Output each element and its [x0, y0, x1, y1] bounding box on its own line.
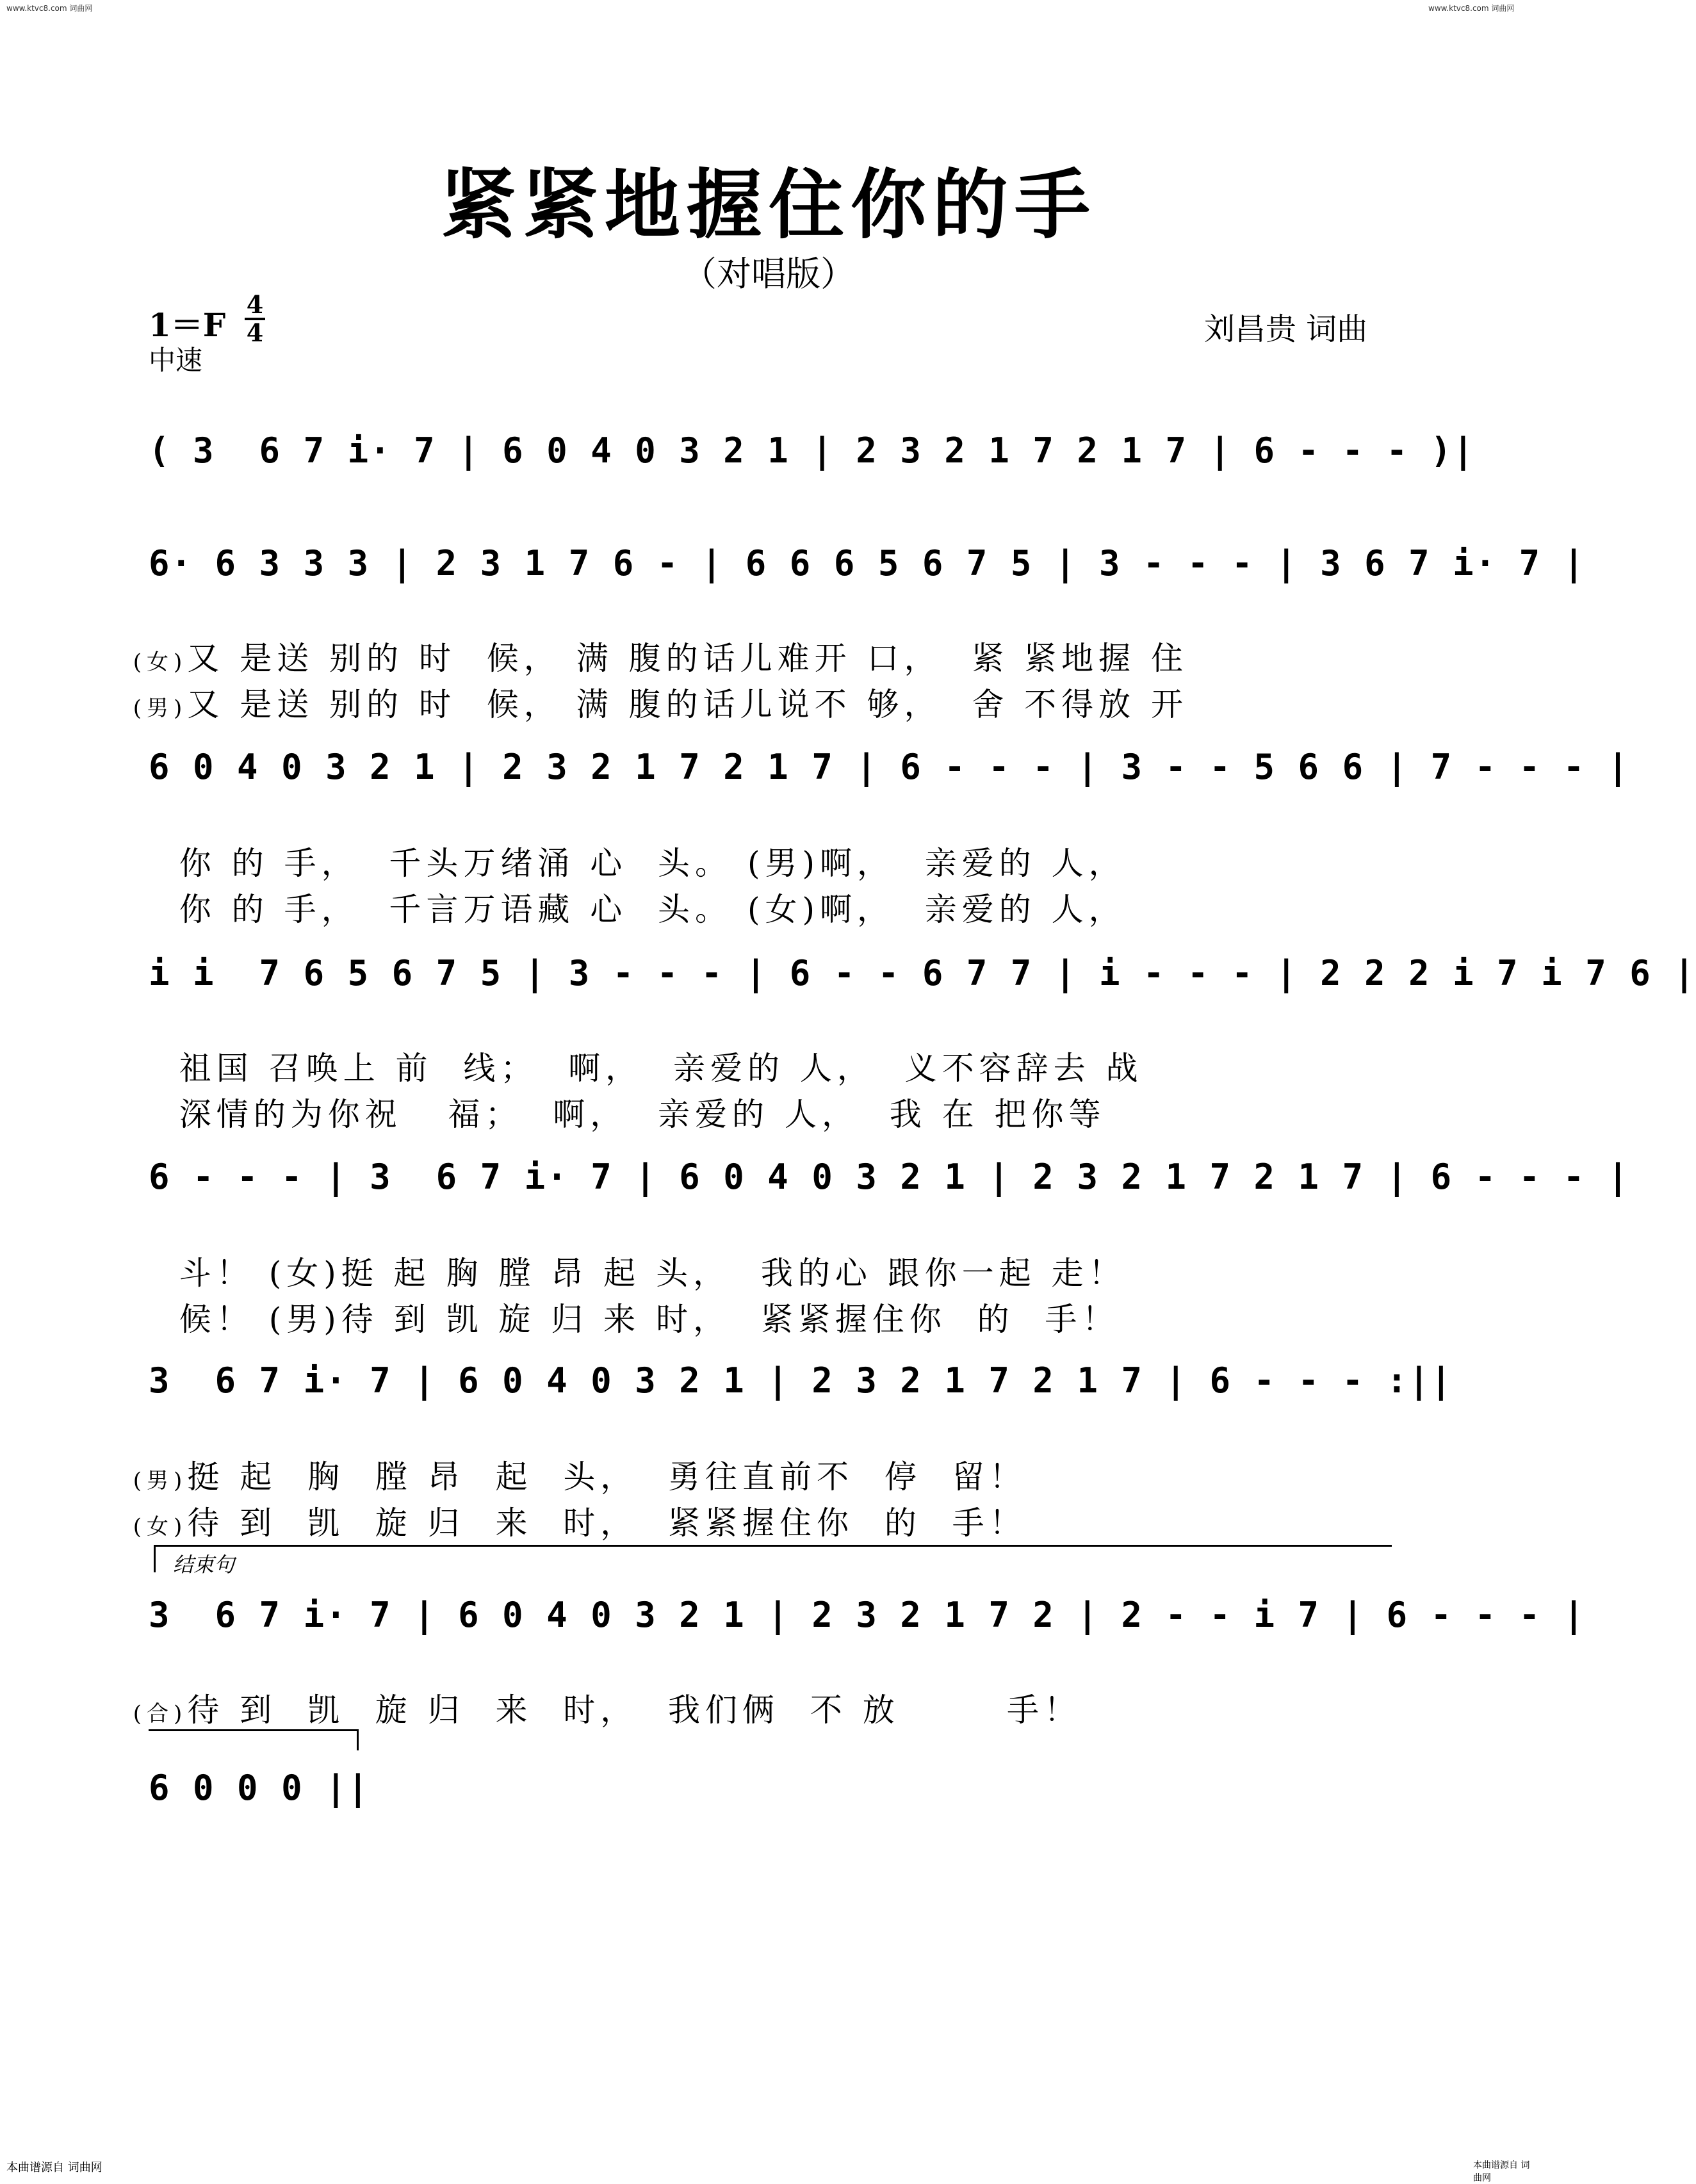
- lyric-line: [102, 642, 1345, 725]
- lyric-line: [149, 1052, 1391, 1135]
- singer-tag: (男): [133, 1468, 188, 1494]
- score-line-6: 3 6 7 i· 7 | 6 0 4 0 3 2 1 | 2 3 2 1 7 2 1 7 | 6 - - - :||: [149, 1360, 1453, 1401]
- score-line-1: ( 3 6 7 i· 7 | 6 0 4 0 3 2 1 | 2 3 2 1 7 2 1 7 | 6 - - - )|: [149, 430, 1475, 471]
- lyric-line: [102, 1647, 1345, 1731]
- footer-right-text: 本曲谱源自 词曲网: [1473, 2160, 1530, 2183]
- singer-tag: (合): [133, 1701, 188, 1727]
- ending-label: 结束句: [173, 1552, 235, 1577]
- lyric-text: 深情的为你祝 福； 啊， 亲爱的 人， 我 在 把你等: [179, 1096, 1106, 1133]
- lyric-line: [149, 1257, 1391, 1340]
- singer-tag: (女): [133, 1514, 188, 1540]
- score-line-2: 6· 6 3 3 3 | 2 3 1 7 6 - | 6 6 6 5 6 7 5 | 3 - - - | 3 6 7 i· 7 |: [149, 543, 1586, 583]
- lyric-text: 候！ (男)待 到 凯 旋 归 来 时， 紧紧握住你 的 手！: [179, 1301, 1120, 1338]
- lyric-line: [102, 1460, 1345, 1544]
- author-credit: 刘昌贵 词曲: [1204, 311, 1368, 347]
- key-signature: 1＝F: [149, 306, 226, 344]
- time-signature: [242, 292, 268, 346]
- score-line-7: 3 6 7 i· 7 | 6 0 4 0 3 2 1 | 2 3 2 1 7 2 | 2 - - i 7 | 6 - - - |: [149, 1595, 1586, 1635]
- footer-left-text: 本曲谱源自 词曲网: [6, 2161, 102, 2174]
- lyric-text: 你 的 手， 千头万绪涌 心 头。 (男)啊， 亲爱的 人，: [179, 845, 1126, 882]
- lyric-text: 待 到 凯 旋 归 来 时， 紧紧握住你 的 手！: [187, 1504, 1027, 1542]
- final-bracket: [149, 1729, 359, 1750]
- lyric-text: 斗！ (女)挺 起 胸 膛 昂 起 头， 我的心 跟你一起 走！: [179, 1255, 1126, 1292]
- song-title: 紧紧地握住你的手: [440, 160, 1097, 249]
- lyric-text: 又 是送 别的 时 候， 满 腹的话儿难开 口， 紧 紧地握 住: [187, 640, 1189, 677]
- lyric-text: 待 到 凯 旋 归 来 时， 我们俩 不 放 手！: [187, 1691, 1081, 1729]
- score-line-8: 6 0 0 0 ||: [149, 1768, 370, 1808]
- lyric-text: 祖国 召唤上 前 线； 啊， 亲爱的 人， 义不容辞去 战: [179, 1050, 1143, 1087]
- time-signature-top: 4: [246, 290, 264, 319]
- score-line-3: 6 0 4 0 3 2 1 | 2 3 2 1 7 2 1 7 | 6 - - - | 3 - - 5 6 6 | 7 - - - |: [149, 747, 1630, 787]
- time-signature-bottom: 4: [246, 318, 264, 347]
- ending-bracket: [154, 1545, 1392, 1572]
- score-line-5: 6 - - - | 3 6 7 i· 7 | 6 0 4 0 3 2 1 | 2 3 2 1 7 2 1 7 | 6 - - - |: [149, 1157, 1630, 1197]
- singer-tag: (男): [133, 696, 188, 721]
- tempo-marking: 中速: [149, 345, 203, 376]
- header-right-text: www.ktvc8.com 词曲网: [1428, 4, 1515, 13]
- score-line-4: i i 7 6 5 6 7 5 | 3 - - - | 6 - - 6 7 7 | i - - - | 2 2 2 i 7 i 7 6 |: [149, 953, 1696, 993]
- song-subtitle: （对唱版）: [682, 254, 855, 294]
- header-left-text: www.ktvc8.com 词曲网: [6, 4, 93, 13]
- lyric-line: [149, 847, 1391, 930]
- lyric-text: 你 的 手， 千言万语藏 心 头。 (女)啊， 亲爱的 人，: [179, 891, 1126, 928]
- lyric-text: 挺 起 胸 膛 昂 起 头， 勇往直前不 停 留！: [187, 1458, 1027, 1495]
- lyric-text: 又 是送 别的 时 候， 满 腹的话儿说不 够， 舍 不得放 开: [187, 686, 1189, 723]
- singer-tag: (女): [133, 649, 188, 675]
